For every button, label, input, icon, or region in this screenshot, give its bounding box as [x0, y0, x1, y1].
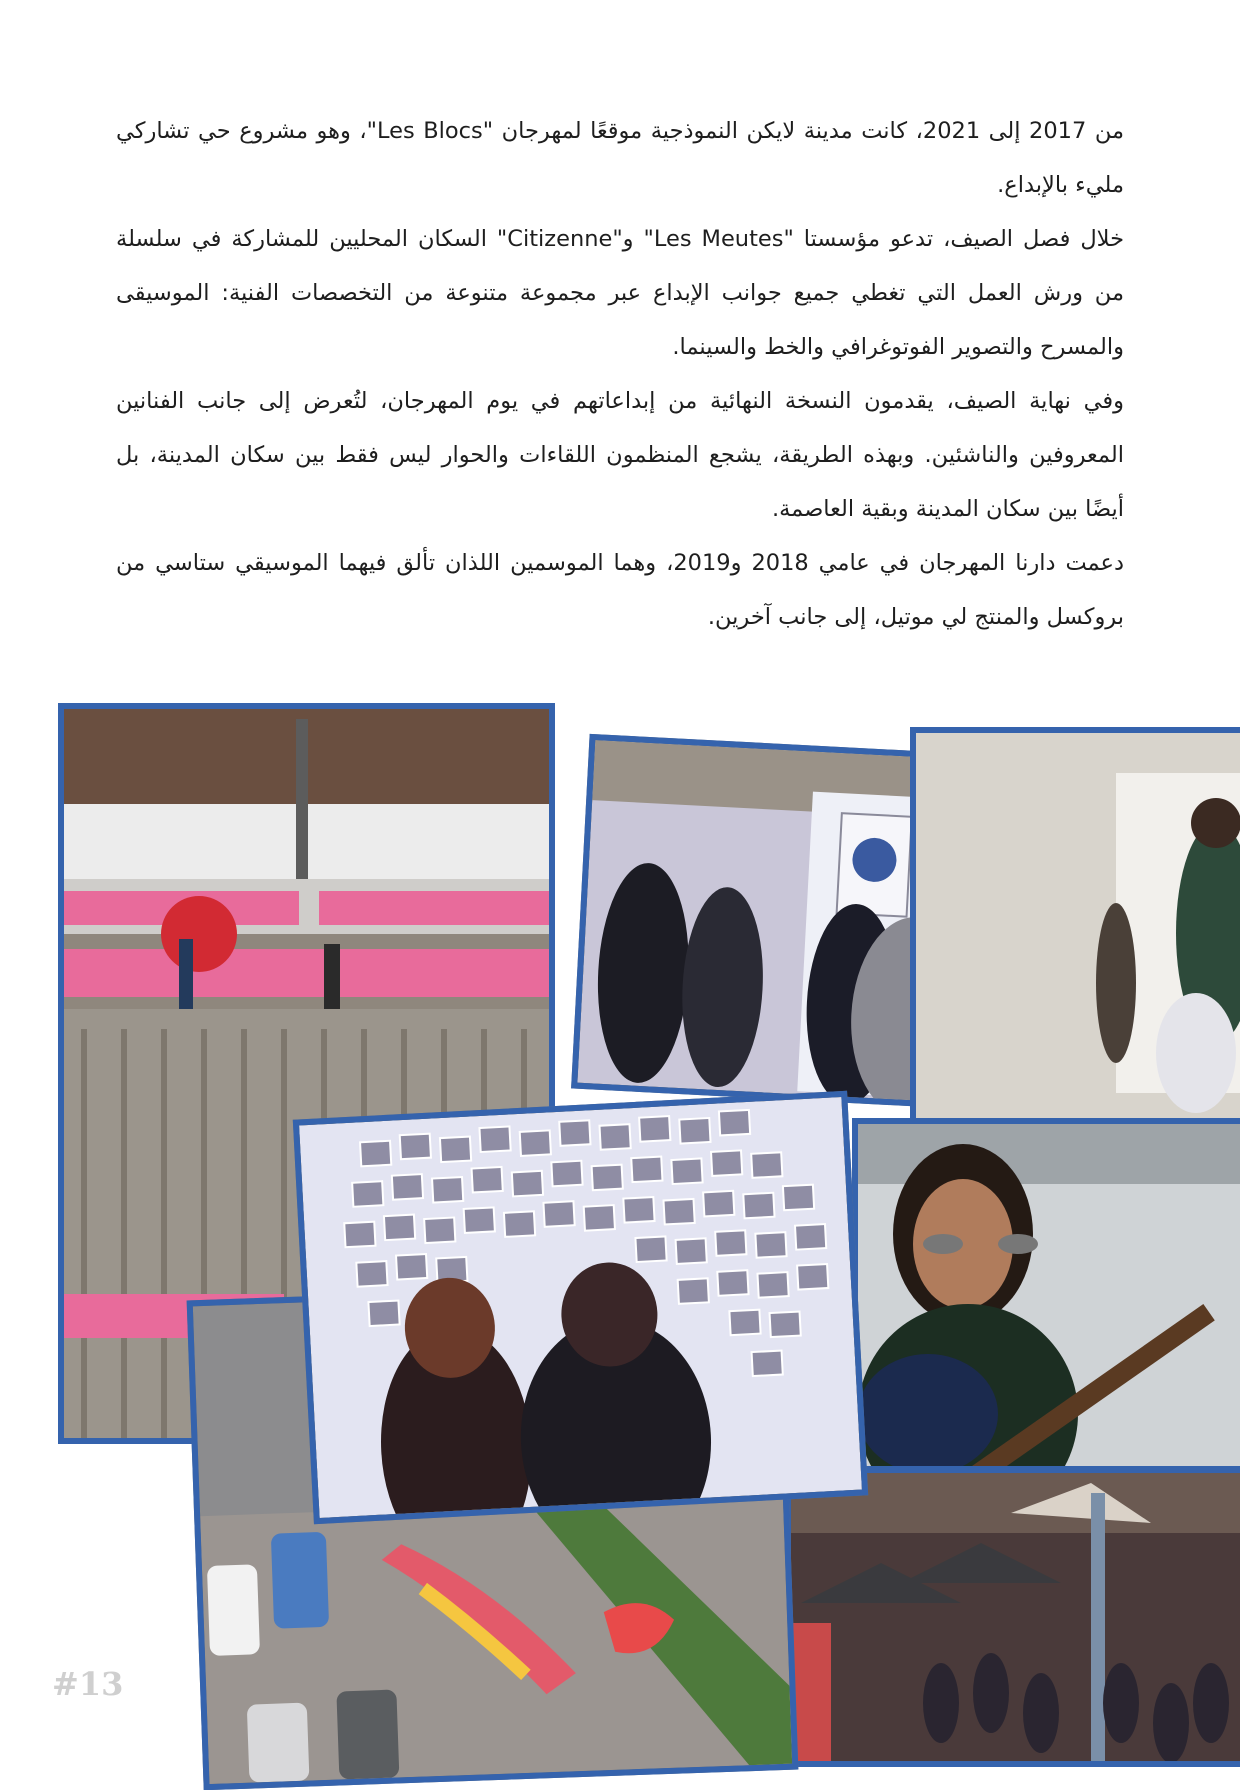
body-text: [116, 104, 1124, 644]
paragraph-1: من 2017 إلى 2021، كانت مدينة لايكن النموذجية موقعًا لمهرجان "Les Blocs"، وهو مشروع حي تشاركي مليء بالإبداع.: [116, 118, 1125, 198]
page-number: #13: [52, 1665, 124, 1703]
paragraph-3: وفي نهاية الصيف، يقدمون النسخة النهائية من إبداعاتهم في يوم المهرجان، لتُعرض إلى جانب الفنانين المعروفين والناشئين. وبهذه الطريقة، يشجع المنظمون اللقاءات والحوار ليس فقط بين سكان المدينة، بل أيضًا بين سكان المدينة وبقية العاصمة.: [116, 388, 1124, 522]
paragraph-4: دعمت دارنا المهرجان في عامي 2018 و2019، وهما الموسمين اللذان تألق فيهما الموسيقي ستاسي من بروكسل والمنتج لي موتيل، إلى جانب آخرين.: [116, 550, 1124, 630]
paragraph-2: خلال فصل الصيف، تدعو مؤسستا "Les Meutes" و"Citizenne" السكان المحليين للمشاركة في سلسلة من ورش العمل التي تغطي جميع جوانب الإبداع عبر مجموعة متنوعة من التخصصات الفنية: الموسيقى والمسرح والتصوير الفوتوغرافي والخط والسينما.: [116, 226, 1124, 360]
photo-wall-pictures: [293, 1091, 868, 1524]
photo-exhibition-visitors: [910, 727, 1240, 1127]
photo-evening-market: [785, 1467, 1240, 1767]
photo-singer-guitar: [852, 1118, 1240, 1472]
